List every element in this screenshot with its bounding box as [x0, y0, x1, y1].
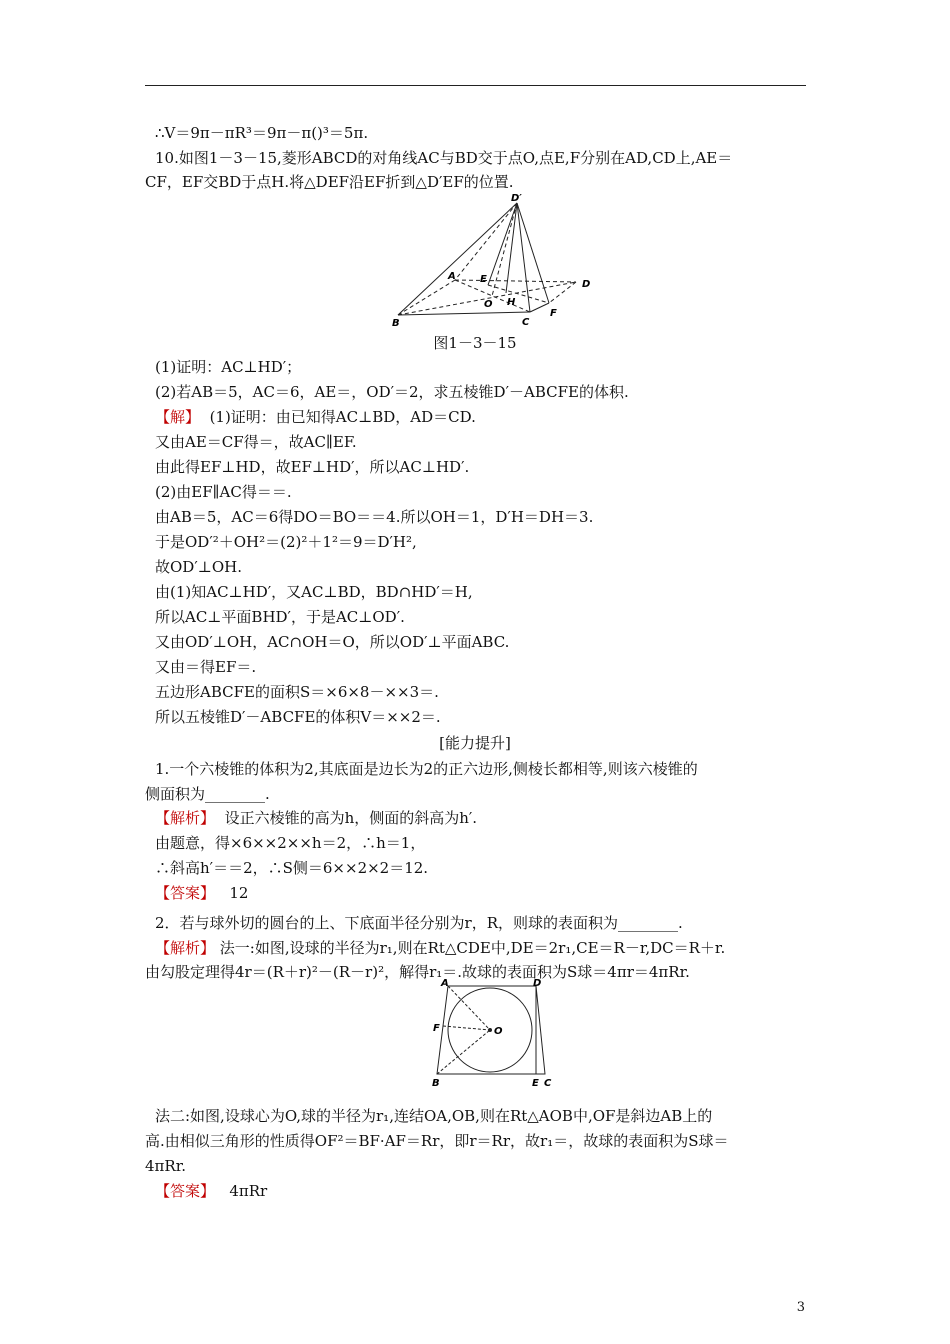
solution-line-4: (2)由EF∥AC得＝＝.	[155, 483, 292, 501]
center-point-O	[488, 1028, 492, 1032]
solution-line-6: 于是OD′²＋OH²＝(2)²＋1²＝9＝D′H²,	[155, 533, 417, 551]
solution-line-5: 由AB＝5，AC＝6得DO＝BO＝＝4.所以OH＝1，D′H＝DH＝3.	[155, 508, 594, 526]
segment-B-O	[437, 1030, 490, 1074]
solution-line-3: 由此得EF⊥HD，故EF⊥HD′，所以AC⊥HD′.	[155, 458, 470, 476]
exercise-2-question: 2．若与球外切的圆台的上、下底面半径分别为r，R，则球的表面积为________.	[155, 914, 683, 932]
exercise-1-answer: 【答案】 12	[155, 884, 249, 902]
part-2-question: (2)若AB＝5，AC＝6，AE＝，OD′＝2，求五棱锥D′－ABCFE的体积.	[155, 383, 629, 401]
solution-line-11: 又由＝得EF＝.	[155, 658, 257, 676]
label-F: F	[550, 308, 557, 319]
solution-line-12: 五边形ABCFE的面积S＝×6×8－××3＝.	[155, 683, 439, 701]
solution-text: (1)证明：由已知得AC⊥BD，AD＝CD.	[209, 408, 476, 426]
edge-Dp-O	[492, 203, 517, 296]
label-C2: C	[544, 1078, 552, 1089]
label-C: C	[522, 317, 530, 328]
exercise-2-method-2-line-2: 高.由相似三角形的性质得OF²＝BF·AF＝Rr，即r＝Rr，故r₁＝，故球的表面积为S球＝	[145, 1132, 729, 1150]
edge-Dp-H	[506, 203, 517, 293]
exercise-2-method-2-line-1: 法二:如图,设球心为O,球的半径为r₁,连结OA,OB,则在Rt△AOB中,OF是斜边AB上的	[155, 1107, 713, 1125]
exercise-2-answer: 【答案】 4πRr	[155, 1182, 268, 1200]
label-E: E	[480, 274, 487, 285]
solution-line-10: 又由OD′⊥OH，AC∩OH＝O，所以OD′⊥平面ABC.	[155, 633, 510, 651]
solution-tag: 【解】	[155, 408, 201, 426]
section-title: [能力提升]	[439, 734, 511, 752]
analysis-tag: 【解析】	[155, 809, 216, 827]
label-H: H	[507, 297, 516, 308]
exercise-2-method-1-cont: 由勾股定理得4r＝(R＋r)²－(R－r)²，解得r₁＝.故球的表面积为S球＝4πr＝4πRr.	[145, 963, 690, 981]
answer-tag: 【答案】	[155, 884, 216, 902]
label-B2: B	[432, 1078, 440, 1089]
exercise-1-line-2: 侧面积为________.	[145, 785, 270, 803]
solution-line-2: 又由AE＝CF得＝，故AC∥EF.	[155, 433, 357, 451]
edge-E-F	[488, 285, 549, 303]
edge-D-F	[549, 282, 576, 303]
edge-C-F	[530, 303, 549, 312]
figure-caption: 图1－3－15	[433, 334, 517, 352]
label-O: O	[484, 299, 493, 310]
segment-F-O	[443, 1026, 490, 1030]
solution-line-7: 故OD′⊥OH.	[155, 558, 242, 576]
label-Dp: D′	[511, 193, 522, 204]
label-A2: A	[441, 978, 449, 989]
label-D2: D	[533, 978, 542, 989]
edge-Dp-A	[455, 203, 517, 280]
line-volume-result: ∴V＝9π－πR³＝9π－π()³＝5π.	[155, 124, 369, 142]
solution-line-13: 所以五棱锥D′－ABCFE的体积V＝××2＝.	[155, 708, 441, 726]
edge-B-C	[398, 312, 530, 315]
problem-10-line-2: CF，EF交BD于点H.将△DEF沿EF折到△D′EF的位置.	[145, 173, 514, 191]
header-rule	[145, 85, 806, 86]
exercise-1-analysis-2: 由题意，得×6××2××h＝2，∴h＝1，	[155, 834, 426, 852]
edge-Dp-E	[488, 203, 517, 285]
label-O2: O	[494, 1026, 503, 1037]
solution-line-9: 所以AC⊥平面BHD′，于是AC⊥OD′.	[155, 608, 405, 626]
figure-pyramid	[380, 195, 610, 330]
solution-line-1	[155, 407, 476, 427]
analysis-tag-2: 【解析】	[155, 939, 216, 957]
edge-B-Dp	[398, 203, 517, 315]
part-1-question: (1)证明：AC⊥HD′；	[155, 358, 302, 376]
exercise-1-analysis-1: 【解析】 设正六棱锥的高为h，侧面的斜高为h′.	[155, 809, 478, 827]
figure-frustum	[425, 978, 555, 1100]
exercise-2-method-1: 【解析】 法一:如图,设球的半径为r₁,则在Rt△CDE中,DE＝2r₁,CE＝R－r,DC＝R＋r.	[155, 939, 726, 957]
label-D: D	[582, 279, 591, 290]
label-E2: E	[532, 1078, 539, 1089]
exercise-1-analysis-3: ∴斜高h′＝＝2，∴S侧＝6××2×2＝12.	[155, 859, 429, 877]
page-number: 3	[796, 1300, 805, 1315]
exercise-2-method-2-line-3: 4πRr.	[145, 1157, 186, 1175]
label-A: A	[448, 271, 456, 282]
answer-tag-2: 【答案】	[155, 1182, 216, 1200]
problem-10-line-1: 10.如图1－3－15,菱形ABCD的对角线AC与BD交于点O,点E,F分别在AD,CD上,AE＝	[155, 149, 733, 167]
label-F2: F	[433, 1023, 440, 1034]
edge-A-D	[455, 280, 576, 282]
solution-line-8: 由(1)知AC⊥HD′，又AC⊥BD，BD∩HD′＝H,	[155, 583, 473, 601]
label-B: B	[392, 318, 400, 329]
exercise-1-line-1: 1.一个六棱锥的体积为2,其底面是边长为2的正六边形,侧棱长都相等,则该六棱锥的	[155, 760, 698, 778]
